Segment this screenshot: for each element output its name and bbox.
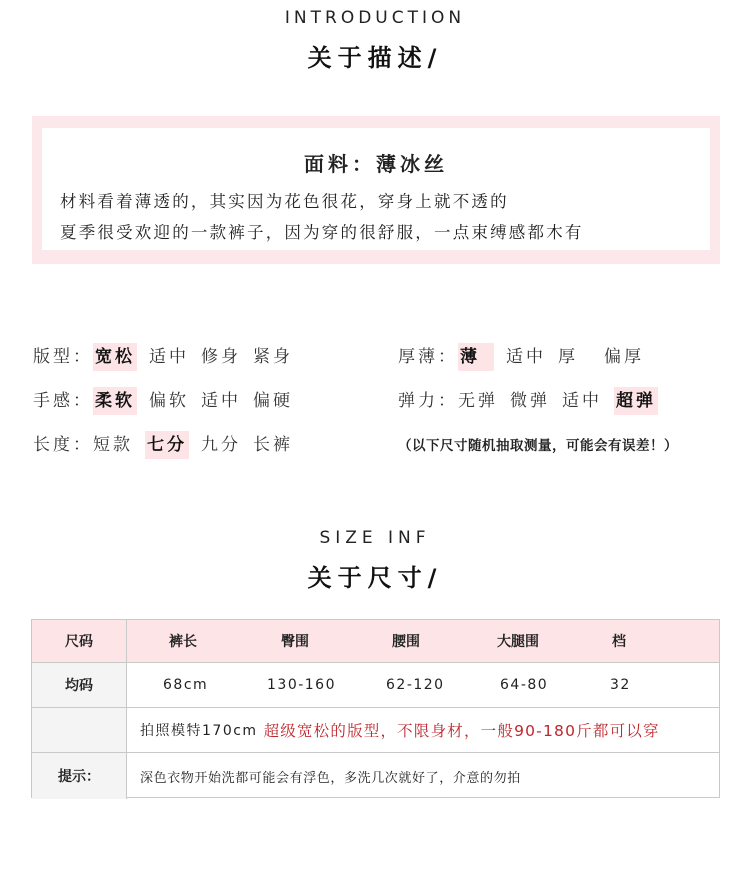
intro-inner-panel	[42, 128, 710, 250]
attr-length	[33, 431, 305, 459]
description-line-2: 夏季很受欢迎的一款裤子，因为穿的很舒服，一点束缚感都木有	[60, 223, 584, 242]
attr-feel-option: 偏硬	[253, 391, 293, 411]
attr-thickness-option: 厚	[558, 347, 578, 367]
model-height-text: 拍照模特170cm	[140, 723, 258, 739]
intro-title-zh: 关于描述/	[307, 44, 443, 72]
attr-feel-option-selected: 柔软	[93, 387, 137, 415]
table-row	[32, 663, 719, 708]
table-header-cell: 裤长	[169, 634, 197, 650]
table-header-cell: 大腿围	[497, 634, 539, 650]
attr-feel-option: 适中	[201, 391, 241, 411]
attr-version-label: 版型：	[33, 347, 93, 367]
attr-length-option: 长裤	[253, 435, 293, 455]
table-header-row	[32, 620, 719, 663]
intro-box	[32, 116, 720, 264]
tip-text: 深色衣物开始洗都可能会有浮色，多洗几次就好了，介意的勿拍	[140, 770, 521, 786]
attr-thickness-option: 偏厚	[604, 347, 644, 367]
size-table	[31, 619, 720, 798]
attr-length-label: 长度：	[33, 435, 93, 455]
attr-thickness	[398, 343, 656, 371]
attr-length-option-selected: 七分	[145, 431, 189, 459]
attr-version	[33, 343, 305, 371]
size-title-zh: 关于尺寸/	[307, 564, 443, 592]
attr-elasticity	[398, 387, 670, 415]
attr-version-option-selected: 宽松	[93, 343, 137, 371]
attr-version-option: 紧身	[253, 347, 293, 367]
model-info	[140, 708, 660, 752]
loose-fit-text: 超级宽松的版型，不限身材，一般90-180斤都可以穿	[263, 722, 660, 740]
table-header-cell: 臀围	[281, 634, 309, 650]
intro-title-en: INTRODUCTION	[284, 8, 466, 28]
attr-feel-label: 手感：	[33, 391, 93, 411]
description-line-1: 材料看着薄透的，其实因为花色很花，穿身上就不透的	[60, 192, 509, 211]
attr-feel-option: 偏软	[149, 391, 189, 411]
attr-elasticity-label: 弹力：	[398, 391, 458, 411]
table-cell: 62-120	[386, 677, 445, 693]
attr-elasticity-option: 适中	[562, 391, 602, 411]
table-cell: 68cm	[163, 677, 209, 693]
attr-feel	[33, 387, 305, 415]
tip-label: 提示：	[32, 753, 127, 799]
measurement-note: （以下尺寸随机抽取测量，可能会有误差！）	[398, 438, 678, 454]
size-title-en: SIZE INF	[319, 528, 431, 548]
attr-elasticity-option-selected: 超弹	[614, 387, 658, 415]
attr-length-option: 短款	[93, 435, 133, 455]
attr-elasticity-option: 微弹	[510, 391, 550, 411]
table-cell: 32	[610, 677, 631, 693]
tip-row	[32, 753, 719, 799]
attr-thickness-label: 厚薄：	[398, 347, 458, 367]
table-cell: 均码	[32, 663, 127, 707]
attr-version-option: 修身	[201, 347, 241, 367]
table-header-cell: 腰围	[392, 634, 420, 650]
table-cell-empty	[32, 708, 127, 752]
table-header-cell: 尺码	[32, 620, 127, 662]
table-cell: 64-80	[500, 677, 549, 693]
fabric-title: 面料：薄冰丝	[304, 152, 448, 176]
attr-elasticity-option: 无弹	[458, 391, 498, 411]
attr-length-option: 九分	[201, 435, 241, 455]
table-header-cell: 档	[612, 634, 626, 650]
attr-version-option: 适中	[149, 347, 189, 367]
model-info-row	[32, 708, 719, 753]
table-cell: 130-160	[267, 677, 336, 693]
attr-thickness-option-selected: 薄	[458, 343, 494, 371]
attr-thickness-option: 适中	[506, 347, 546, 367]
